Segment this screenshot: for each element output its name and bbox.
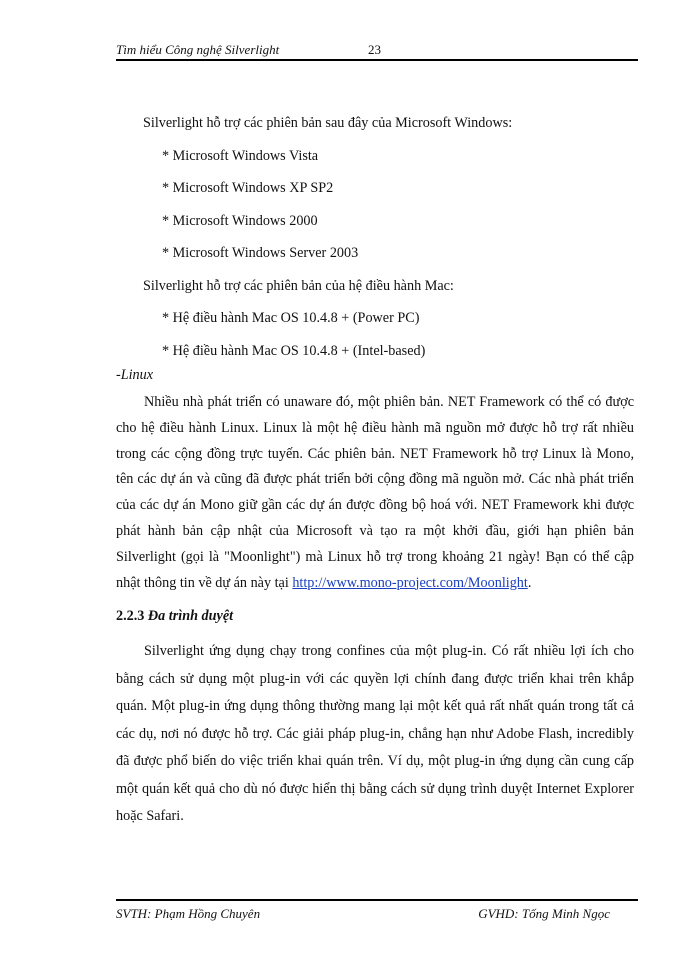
linux-paragraph-text: Nhiều nhà phát triển có unaware đó, một phiên bản. NET Framework có thể có được cho hệ điều hành Linux. Linux là một hệ điều hành mã nguồn mở được hỗ trợ rất nhiều trong các cộng đồng trực tuyến. Các phiên bản. NET Framework hỗ trợ Linux là Mono, tên các dự án và cũng đã được phát triển bởi cộng đồng mã nguồn mở. Các nhà phát triển của các dự án Mono giữ gần các dự án được đồng bộ hoá với. NET Framework khi được phát hành bản cập nhật của Microsoft và tạo ra một khởi đầu, giới hạn phiên bản Silverlight (gọi là "Moonlight") mà Linux hỗ trợ trong khoảng 21 ngày! Bạn có thể cập nhật thông tin về dự án này tại: [116, 394, 634, 591]
windows-version-item: * Microsoft Windows XP SP2: [162, 180, 334, 196]
mac-intro: Silverlight hỗ trợ các phiên bản của hệ điều hành Mac:: [143, 277, 454, 294]
footer-rule: [116, 899, 638, 901]
section-number: 2.2.3: [116, 608, 145, 625]
header-title: Tìm hiểu Công nghệ Silverlight: [116, 42, 280, 57]
windows-intro: Silverlight hỗ trợ các phiên bản sau đây của Microsoft Windows:: [143, 115, 513, 131]
section-title: Đa trình duyệt: [147, 608, 234, 625]
linux-paragraph-end: .: [527, 574, 532, 591]
header-rule: [116, 59, 638, 61]
linux-paragraph: [116, 390, 634, 596]
windows-version-item: * Microsoft Windows Server 2003: [162, 245, 359, 261]
page-content: [116, 113, 634, 831]
windows-version-item: * Microsoft Windows Vista: [162, 147, 319, 164]
windows-version-item: * Microsoft Windows 2000: [162, 212, 318, 229]
moonlight-link[interactable]: http://www.mono-project.com/Moonlight: [292, 574, 528, 591]
page-footer: [116, 906, 638, 926]
page-header: [116, 40, 638, 60]
section-heading: [116, 606, 634, 632]
footer-student: SVTH: Phạm Hồng Chuyên: [116, 906, 261, 921]
footer-advisor: GVHD: Tống Minh Ngọc: [478, 906, 610, 921]
mac-version-item: * Hệ điều hành Mac OS 10.4.8 + (Intel-based): [162, 342, 426, 359]
page-number: 23: [368, 42, 381, 57]
mac-version-item: * Hệ điều hành Mac OS 10.4.8 + (Power PC): [162, 310, 420, 326]
section-paragraph: Silverlight ứng dụng chạy trong confines của một plug-in. Có rất nhiều lợi ích cho bằng cách sử dụng một plug-in với các quyền lợi chính đang được triển khai trên khắp quán. Một plug-in ứng dụng thông thường mang lại một kết quả rất nhất quán trong tất cả các dụ, nơi nó được hỗ trợ. Các giải pháp plug-in, chẳng hạn như Adobe Flash, incredibly đã được phổ biến do việc triển khai quán trên. Ví dụ, một plug-in ứng dụng cần cung cấp một quán kết quả cho dù nó được hiển thị bằng cách sử dụng trình duyệt Internet Explorer hoặc Safari.: [116, 643, 634, 825]
linux-label: -Linux: [116, 367, 154, 383]
